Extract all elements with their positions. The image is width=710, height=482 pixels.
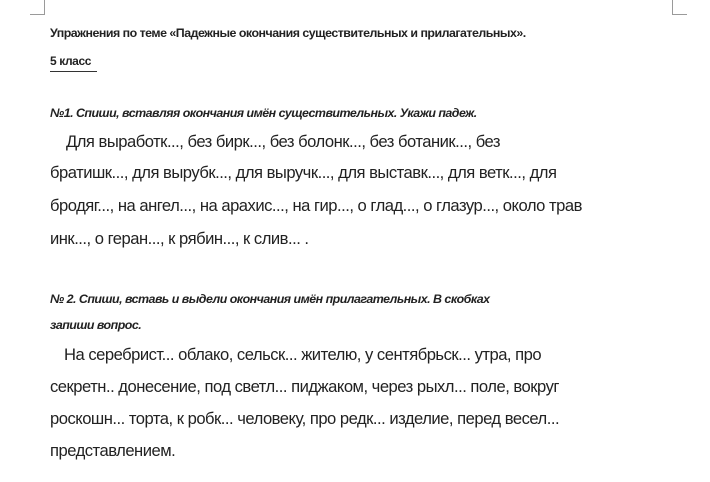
exercise-2-line-1: На серебрист... облако, сельск... жителю, у сентябрьск... утра, про <box>64 345 542 364</box>
exercise-1-line-3: бродяг..., на ангел..., на арахис..., на гир..., о глад..., о глазур..., около трав <box>50 196 582 215</box>
exercise-2-heading-line-1: № 2. Спиши, вставь и выдели окончания имён прилагательных. В скобках <box>50 292 490 306</box>
crop-mark-right <box>672 0 687 15</box>
exercise-1-line-4: инк..., о геран..., к рябин..., к слив... . <box>50 229 309 248</box>
document-title: Упражнения по теме «Падежные окончания существительных и прилагательных». <box>50 26 526 40</box>
exercise-2-line-2: секретн.. донесение, под светл... пиджаком, через рыхл... поле, вокруг <box>50 377 559 396</box>
exercise-2-line-4: представлением. <box>50 441 176 460</box>
exercise-2-line-3: роскошн... торта, к робк... человеку, про редк... изделие, перед весел... <box>50 409 560 428</box>
exercise-1-heading: №1. Спиши, вставляя окончания имён существительных. Укажи падеж. <box>50 106 477 120</box>
exercise-1-line-1: Для выработк..., без бирк..., без болонк..., без ботаник..., без <box>66 132 500 151</box>
exercise-2-heading-line-2: запиши вопрос. <box>50 318 142 332</box>
crop-mark-left <box>30 0 45 15</box>
grade-label: 5 класс <box>50 54 97 72</box>
exercise-1-line-2: братишк..., для вырубк..., для выручк..., для выставк..., для ветк..., для <box>50 163 557 182</box>
